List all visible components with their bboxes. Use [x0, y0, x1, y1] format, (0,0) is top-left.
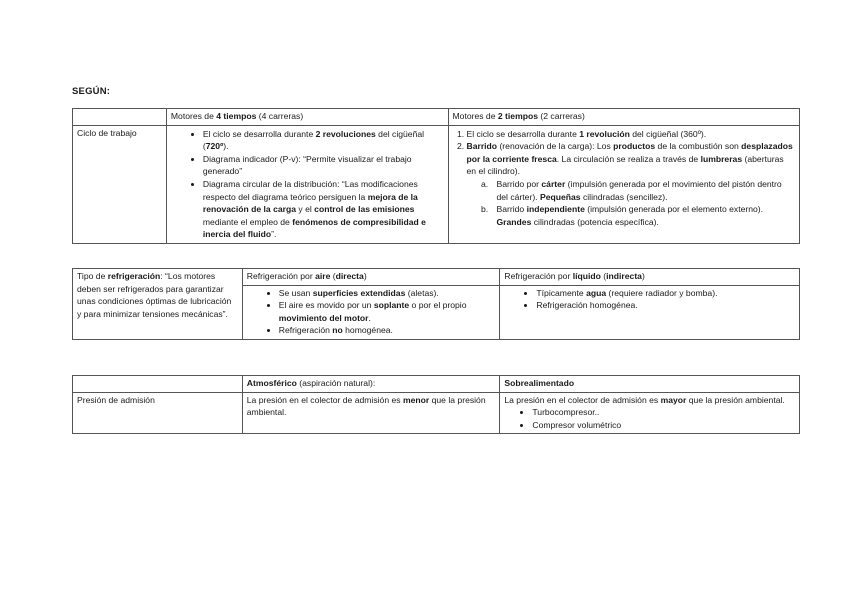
- scavenging-text: [467, 141, 793, 176]
- liquid-cooling-header: [500, 269, 800, 286]
- text-segment: (aspiración natural):: [296, 378, 376, 388]
- scavenging-sublist: [467, 178, 796, 228]
- text-segment: de la combustión son: [655, 141, 742, 152]
- text-segment: Motores de: [452, 111, 498, 121]
- text-segment: (aberturas en el cilindro).: [466, 153, 784, 177]
- sub-list-item: [491, 203, 796, 228]
- bold-text-segment: Pequeñas: [539, 191, 581, 202]
- text-segment: : “Los motores deben ser refrigerados para garantizar unas condiciones óptimas de lubricación y para minimizar tensiones mecánicas”.: [77, 271, 232, 319]
- text-segment: homogénea.: [342, 325, 393, 336]
- air-cooling-header: [242, 269, 500, 286]
- text-segment: Diagrama circular de la distribución: “Las modificaciones respecto del diagrama teórico persiguen la: [202, 178, 418, 202]
- text-segment: El aire es movido por un: [278, 300, 374, 311]
- text-segment: Tipo de: [77, 271, 108, 281]
- table-header-row: [73, 109, 800, 126]
- bold-text-segment: soplante: [373, 300, 410, 311]
- text-segment: .: [368, 312, 371, 323]
- text-segment: (impulsión generada por el movimiento del pistón dentro del cárter).: [496, 178, 782, 202]
- atmospheric-cell: [242, 392, 500, 434]
- text-segment: ): [641, 271, 645, 281]
- text-segment: ”.: [271, 229, 277, 240]
- text-segment: (2 carreras): [538, 111, 585, 121]
- text-segment: Refrigeración: [278, 325, 333, 336]
- two-stroke-cell: [448, 125, 800, 243]
- four-stroke-list: [171, 128, 444, 241]
- list-item: [203, 128, 444, 153]
- bold-text-segment: 1 revolución: [579, 128, 630, 139]
- bold-text-segment: control de las emisiones: [314, 204, 415, 215]
- bold-text-segment: mejora de la renovación de la carga: [202, 191, 418, 215]
- bold-text-segment: Atmosférico: [246, 378, 297, 388]
- liquid-cooling-cell: [500, 285, 800, 339]
- empty-header-cell: [73, 376, 243, 393]
- text-segment: ).: [223, 141, 229, 152]
- row-label-work-cycle: Ciclo de trabajo: [73, 125, 167, 243]
- list-item: [203, 153, 444, 178]
- bold-text-segment: 4 tiempos: [216, 111, 257, 121]
- empty-header-cell: [73, 109, 167, 126]
- list-item: [279, 287, 496, 300]
- text-segment: del cigüeñal (360º).: [629, 128, 707, 139]
- bold-text-segment: líquido: [572, 271, 601, 281]
- bold-text-segment: cárter: [541, 178, 566, 189]
- air-cooling-cell: [242, 285, 500, 339]
- text-segment: Refrigeración homogénea.: [536, 300, 638, 311]
- text-segment: (impulsión generada por el elemento externo).: [584, 204, 764, 215]
- bold-text-segment: 2 tiempos: [497, 111, 539, 121]
- text-segment: (: [330, 271, 336, 281]
- two-stroke-list: [453, 128, 796, 229]
- bold-text-segment: aire: [315, 271, 331, 281]
- text-segment: El ciclo se desarrolla durante: [202, 128, 316, 139]
- bold-text-segment: 2 revoluciones: [315, 128, 376, 139]
- bold-text-segment: fenómenos de compresibilidad e inercia del fluido: [202, 216, 426, 240]
- text-segment: (requiere radiador y bomba).: [606, 287, 718, 298]
- text-segment: Típicamente: [536, 287, 587, 298]
- text-segment: Motores de: [170, 111, 217, 121]
- table-header-row: [73, 376, 800, 393]
- text-segment: (: [600, 271, 607, 281]
- supercharged-cell: [500, 392, 800, 434]
- text-segment: . La circulación se realiza a través de: [556, 153, 701, 164]
- bold-text-segment: Grandes: [496, 216, 532, 227]
- text-segment: La presión en el colector de admisión es: [504, 394, 661, 405]
- list-item: [536, 287, 795, 300]
- liquid-cooling-list: [504, 287, 795, 312]
- table-row: [73, 125, 800, 243]
- supercharged-text: [504, 394, 795, 407]
- text-segment: Barrido: [496, 204, 527, 215]
- stroke-comparison-table: [72, 108, 800, 244]
- section-heading: SEGÚN:: [72, 86, 111, 97]
- bold-text-segment: movimiento del motor: [278, 312, 369, 323]
- text-segment: (aletas).: [405, 287, 439, 298]
- cooling-type-label: [73, 269, 243, 340]
- two-stroke-header: [448, 109, 800, 126]
- bold-text-segment: productos: [613, 141, 656, 152]
- table-row: [73, 269, 800, 286]
- list-item: [203, 178, 444, 241]
- text-segment: (4 carreras): [256, 111, 304, 121]
- text-segment: Diagrama indicador (P-v): “Permite visualizar el trabajo generado”: [202, 153, 412, 177]
- list-item: [467, 140, 796, 228]
- text-segment: Refrigeración por: [246, 271, 316, 281]
- text-segment: La presión en el colector de admisión es: [246, 394, 403, 405]
- text-segment: Barrido por: [496, 178, 542, 189]
- four-stroke-cell: [166, 125, 448, 243]
- text-segment: que la presión ambiental.: [686, 394, 785, 405]
- list-item: [279, 299, 496, 324]
- intake-pressure-table: [72, 375, 800, 434]
- text-segment: cilindradas (potencia específica).: [531, 216, 659, 227]
- table-row: [73, 392, 800, 434]
- text-segment: cilindradas (sencillez).: [580, 191, 668, 202]
- text-segment: Se usan: [278, 287, 313, 298]
- supercharged-header: [500, 376, 800, 393]
- atmospheric-header: [242, 376, 500, 393]
- text-segment: El ciclo se desarrolla durante: [466, 128, 580, 139]
- list-item: [536, 299, 795, 312]
- bold-text-segment: lumbreras: [700, 153, 743, 164]
- bold-text-segment: independiente: [526, 204, 585, 215]
- text-segment: del cigüeñal (: [202, 128, 425, 152]
- text-segment: (renovación de la carga): Los: [497, 141, 614, 152]
- list-item: [467, 128, 796, 141]
- sub-list-item: [491, 178, 796, 203]
- bold-text-segment: Barrido: [466, 141, 498, 152]
- text-segment: o por el propio: [409, 300, 467, 311]
- bold-text-segment: directa: [335, 271, 364, 281]
- four-stroke-header: [166, 109, 448, 126]
- bold-text-segment: indirecta: [606, 271, 642, 281]
- list-item: • Compresor volumétrico: [532, 419, 795, 432]
- text-segment: y el: [296, 204, 315, 215]
- bold-text-segment: desplazados por la corriente fresca: [466, 141, 793, 164]
- text-segment: mediante el empleo de: [202, 216, 293, 227]
- bold-text-segment: Sobrealimentado: [504, 378, 575, 388]
- bold-text-segment: refrigeración: [107, 271, 161, 281]
- text-segment: ): [363, 271, 367, 281]
- bold-text-segment: no: [332, 325, 343, 336]
- list-item: • Turbocompresor..: [532, 406, 795, 419]
- bold-text-segment: superficies extendidas: [312, 287, 406, 298]
- air-cooling-list: [247, 287, 496, 337]
- text-segment: Refrigeración por: [504, 271, 573, 281]
- bold-text-segment: menor: [402, 394, 430, 405]
- bold-text-segment: 720º: [205, 141, 224, 152]
- text-segment: que la presión ambiental.: [246, 394, 486, 418]
- list-item: [279, 324, 496, 337]
- cooling-table: [72, 268, 800, 340]
- bold-text-segment: agua: [586, 287, 607, 298]
- row-label-intake-pressure: Presión de admisión: [73, 392, 243, 434]
- bold-text-segment: mayor: [660, 394, 687, 405]
- supercharger-list: [504, 406, 795, 431]
